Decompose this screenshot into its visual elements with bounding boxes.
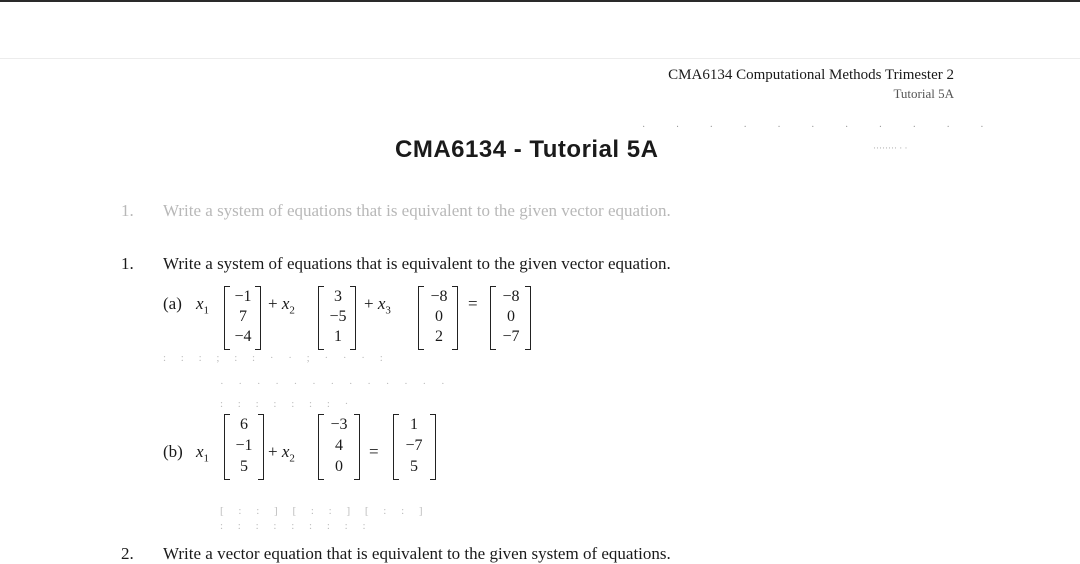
vector-a1-entry: −1 (234, 288, 252, 305)
vector-a1-entry: −4 (234, 328, 252, 345)
vector-b1-entry: −1 (235, 437, 253, 454)
plus-sign: + $x_2$ (268, 294, 295, 317)
vector-a2-entry: 3 (334, 288, 342, 305)
vector-b2-entry: 0 (335, 458, 343, 475)
header-tutorial: Tutorial 5A (893, 86, 954, 100)
scan-residue: : : : : : : : · (220, 398, 355, 410)
scan-residue: · · · · · · · · · · · · · (220, 378, 451, 390)
plus-sign: + $x_2$ (268, 442, 295, 465)
vector-b1-entry: 6 (240, 416, 248, 433)
question-text: Write a vector equation that is equivalent to the given system of equations. (163, 544, 671, 563)
matrix-bracket-right (354, 414, 360, 480)
vector-a2-entry: −5 (329, 308, 347, 325)
question-number-ghost: 1. (121, 201, 134, 220)
vector-a2-entry: 1 (334, 328, 342, 345)
scan-residue: : : : : : : : : : (220, 520, 372, 532)
scan-residue: [ : : ] [ : : ] [ : : ] (220, 505, 429, 517)
page-divider (0, 58, 1080, 59)
equals-sign: = (468, 294, 478, 313)
scan-artifact-mark: ········ · · (873, 143, 908, 153)
vector-a4-entry: 0 (507, 308, 515, 325)
vector-a3-entry: 2 (435, 328, 443, 345)
part-b-label: (b) (163, 442, 183, 461)
question-text: Write a system of equations that is equivalent to the given vector equation. (163, 254, 671, 273)
question-number: 2. (121, 544, 134, 563)
header-course: CMA6134 Computational Methods Trimester 2 (668, 67, 954, 83)
question-number: 1. (121, 254, 134, 273)
vector-a3-entry: −8 (430, 288, 448, 305)
question-text-ghost: Write a system of equations that is equivalent to the given vector equation. (163, 201, 671, 220)
scan-artifact: · · · · · · · · · · · (642, 122, 998, 133)
part-a-var-1: $x_1$ (196, 294, 210, 317)
vector-b3-entry: 5 (410, 458, 418, 475)
vector-b3-entry: 1 (410, 416, 418, 433)
vector-b3-entry: −7 (405, 437, 423, 454)
plus-sign: + $x_3$ (364, 294, 391, 317)
vector-b2-entry: −3 (330, 416, 348, 433)
equals-sign: = (369, 442, 379, 461)
vector-a4-entry: −8 (502, 288, 520, 305)
page-title: CMA6134 - Tutorial 5A (395, 136, 659, 163)
vector-a1-entry: 7 (239, 308, 247, 325)
vector-a4-entry: −7 (502, 328, 520, 345)
scan-residue: : : : ; : : · · ; · · · : (163, 352, 389, 364)
matrix-bracket-right (430, 414, 436, 480)
part-a-label: (a) (163, 294, 182, 313)
vector-b2-entry: 4 (335, 437, 343, 454)
vector-a3-entry: 0 (435, 308, 443, 325)
vector-b1-entry: 5 (240, 458, 248, 475)
part-b-var-1: $x_1$ (196, 442, 210, 465)
page-top-border (0, 0, 1080, 2)
